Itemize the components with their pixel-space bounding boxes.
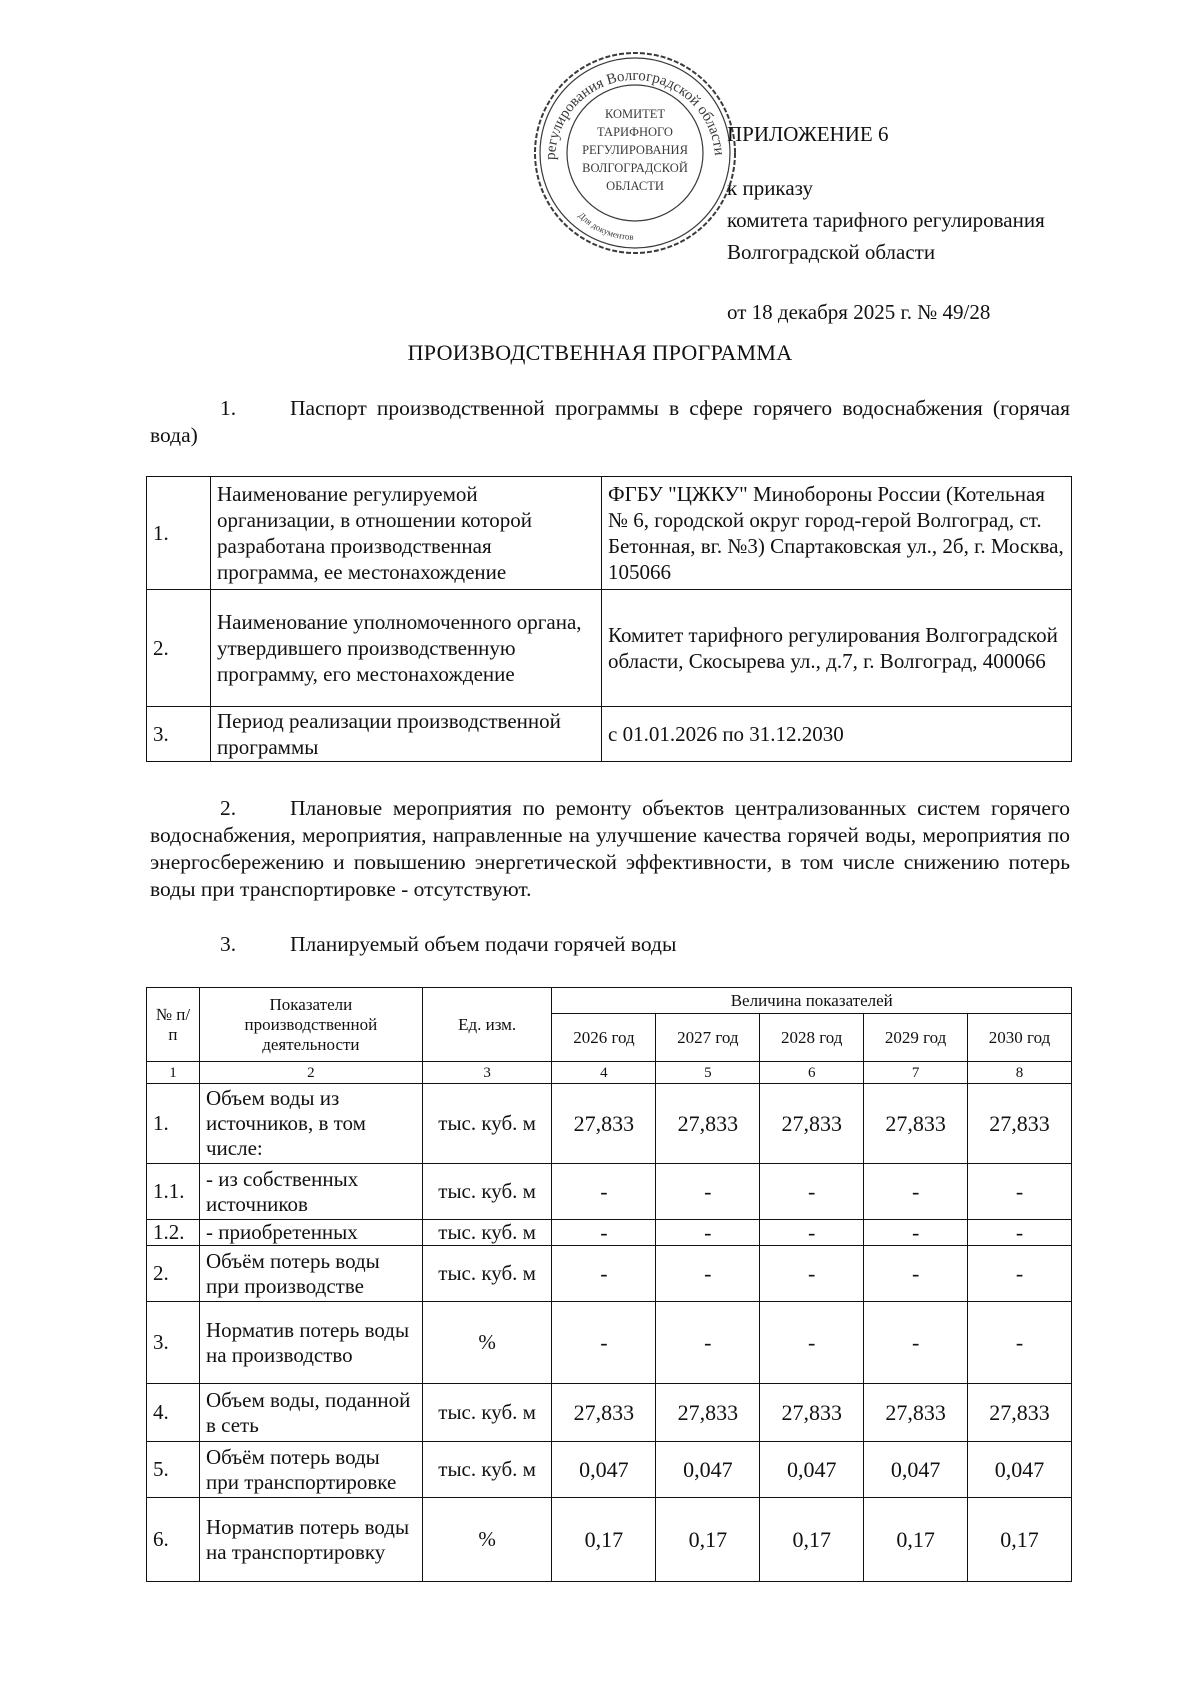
row-value: - [968, 1246, 1072, 1302]
row-number: 4. [147, 1384, 200, 1442]
row-value: 0,047 [864, 1442, 968, 1498]
row-value: - [656, 1164, 760, 1220]
document-title: ПРОИЗВОДСТВЕННАЯ ПРОГРАММА [407, 340, 793, 365]
index-cell: 4 [552, 1062, 656, 1084]
row-value: ФГБУ "ЦЖКУ" Минобороны России (Котельная № 6, городской округ город-герой Волгоград, ст. Бетонная, вг. №3) Спартаковская ул., 2б, г. Москва, 105066 [602, 477, 1072, 590]
index-cell: 7 [864, 1062, 968, 1084]
row-value: - [760, 1164, 864, 1220]
table-row [147, 477, 1072, 590]
row-value: 27,833 [656, 1084, 760, 1164]
row-value: Комитет тарифного регулирования Волгоградской области, Скосырева ул., д.7, г. Волгоград, 400066 [602, 590, 1072, 707]
appendix-title: ПРИЛОЖЕНИЕ 6 [727, 122, 889, 146]
table-row [147, 1498, 1072, 1582]
header-row [147, 988, 1072, 1014]
appendix-line: комитета тарифного регулирования [727, 208, 1045, 232]
table-row [147, 1084, 1072, 1164]
svg-text:Для документов [577, 210, 634, 242]
row-value: - [760, 1302, 864, 1384]
row-unit: тыс. куб. м [422, 1084, 552, 1164]
header-num: № п/п [147, 988, 200, 1062]
header-year: 2030 год [968, 1014, 1072, 1062]
row-number: 2. [147, 590, 211, 707]
row-value: - [968, 1220, 1072, 1246]
row-unit: тыс. куб. м [422, 1220, 552, 1246]
row-value: 0,047 [552, 1442, 656, 1498]
row-indicator: Объем воды из источников, в том числе: [199, 1084, 422, 1164]
row-number: 1.2. [147, 1220, 200, 1246]
section-1-heading [150, 395, 1070, 449]
row-unit: тыс. куб. м [422, 1246, 552, 1302]
table-row [147, 590, 1072, 707]
row-value: 27,833 [552, 1084, 656, 1164]
row-unit: % [422, 1498, 552, 1582]
row-value: 27,833 [552, 1384, 656, 1442]
header-year: 2026 год [552, 1014, 656, 1062]
row-unit: тыс. куб. м [422, 1164, 552, 1220]
row-unit: тыс. куб. м [422, 1384, 552, 1442]
row-value: 27,833 [864, 1384, 968, 1442]
index-cell: 5 [656, 1062, 760, 1084]
row-value: 0,17 [552, 1498, 656, 1582]
row-number: 2. [147, 1246, 200, 1302]
stamp-center-line: ВОЛГОГРАДСКОЙ [582, 161, 688, 175]
index-row [147, 1062, 1072, 1084]
row-indicator: - из собственных источников [199, 1164, 422, 1220]
appendix-line: к приказу [727, 176, 813, 200]
row-value: - [864, 1164, 968, 1220]
index-cell: 6 [760, 1062, 864, 1084]
stamp-center-line: ТАРИФНОГО [597, 125, 673, 139]
stamp-ring-text: регулирования Волгоградской области [542, 67, 727, 161]
row-value: 27,833 [760, 1384, 864, 1442]
section-text: Паспорт производственной программы в сфере горячего водоснабжения (горячая вода) [150, 396, 1070, 447]
row-value: 27,833 [760, 1084, 864, 1164]
header-unit: Ед. изм. [422, 988, 552, 1062]
row-number: 1.1. [147, 1164, 200, 1220]
row-value: - [864, 1220, 968, 1246]
row-indicator: Норматив потерь воды на транспортировку [199, 1498, 422, 1582]
official-stamp [530, 48, 740, 258]
row-value: 27,833 [656, 1384, 760, 1442]
section-text: Планируемый объем подачи горячей воды [290, 932, 677, 956]
appendix-line: Волгоградской области [727, 240, 936, 264]
row-label: Наименование регулируемой организации, в отношении которой разработана производственная программа, ее местонахождение [211, 477, 602, 590]
row-value: - [760, 1220, 864, 1246]
table-row [147, 1164, 1072, 1220]
row-value: - [656, 1220, 760, 1246]
row-label: Период реализации производственной программы [211, 707, 602, 762]
row-value: - [968, 1302, 1072, 1384]
stamp-bottom-text: Для документов [576, 210, 634, 242]
appendix-block [727, 118, 1045, 328]
row-value: - [760, 1246, 864, 1302]
row-label: Наименование уполномоченного органа, утвердившего производственную программу, его местонахождение [211, 590, 602, 707]
header-year: 2029 год [864, 1014, 968, 1062]
table-row [147, 1442, 1072, 1498]
header-year: 2028 год [760, 1014, 864, 1062]
section-text: Плановые мероприятия по ремонту объектов централизованных систем горячего водоснабжения, мероприятия, направленные на улучшение качества горячей воды, мероприятия по энергосбережению и повышению энергетической эффективности, в том числе снижению потерь воды при транспортировке - отсутствуют. [150, 796, 1070, 901]
table-row [147, 707, 1072, 762]
row-value: - [864, 1302, 968, 1384]
table-row [147, 1220, 1072, 1246]
row-value: - [864, 1246, 968, 1302]
row-unit: % [422, 1302, 552, 1384]
stamp-center-line: КОМИТЕТ [604, 107, 666, 121]
section-number: 1. [220, 396, 237, 420]
row-value: с 01.01.2026 по 31.12.2030 [602, 707, 1072, 762]
row-value: - [968, 1164, 1072, 1220]
stamp-center-line: РЕГУЛИРОВАНИЯ [582, 143, 688, 157]
row-number: 1. [147, 477, 211, 590]
row-value: 0,17 [968, 1498, 1072, 1582]
row-value: - [552, 1302, 656, 1384]
row-value: 27,833 [864, 1084, 968, 1164]
passport-table [146, 476, 1072, 762]
row-number: 5. [147, 1442, 200, 1498]
row-value: 0,047 [656, 1442, 760, 1498]
row-value: - [552, 1246, 656, 1302]
section-number: 2. [220, 796, 237, 820]
row-value: - [656, 1246, 760, 1302]
row-value: 0,047 [968, 1442, 1072, 1498]
row-unit: тыс. куб. м [422, 1442, 552, 1498]
row-number: 1. [147, 1084, 200, 1164]
table-row [147, 1246, 1072, 1302]
row-indicator: Объём потерь воды при транспортировке [199, 1442, 422, 1498]
header-year: 2027 год [656, 1014, 760, 1062]
section-2-paragraph [150, 795, 1070, 903]
row-value: 0,17 [864, 1498, 968, 1582]
row-indicator: Норматив потерь воды на производство [199, 1302, 422, 1384]
index-cell: 1 [147, 1062, 200, 1084]
table-row [147, 1302, 1072, 1384]
row-value: 0,17 [656, 1498, 760, 1582]
row-number: 3. [147, 1302, 200, 1384]
row-value: 27,833 [968, 1084, 1072, 1164]
section-3-heading [150, 931, 1070, 958]
index-cell: 2 [199, 1062, 422, 1084]
stamp-center-line: ОБЛАСТИ [606, 179, 664, 193]
index-cell: 3 [422, 1062, 552, 1084]
appendix-date: от 18 декабря 2025 г. № 49/28 [727, 300, 991, 324]
row-indicator: Объём потерь воды при производстве [199, 1246, 422, 1302]
row-indicator: - приобретенных [199, 1220, 422, 1246]
header-indicator: Показатели производственной деятельности [199, 988, 422, 1062]
row-number: 3. [147, 707, 211, 762]
header-values: Величина показателей [552, 988, 1072, 1014]
volume-table [146, 987, 1072, 1582]
row-indicator: Объем воды, поданной в сеть [199, 1384, 422, 1442]
row-number: 6. [147, 1498, 200, 1582]
row-value: 0,047 [760, 1442, 864, 1498]
index-cell: 8 [968, 1062, 1072, 1084]
row-value: 0,17 [760, 1498, 864, 1582]
row-value: - [656, 1302, 760, 1384]
row-value: - [552, 1220, 656, 1246]
row-value: - [552, 1164, 656, 1220]
table-row [147, 1384, 1072, 1442]
row-value: 27,833 [968, 1384, 1072, 1442]
section-number: 3. [220, 932, 237, 956]
